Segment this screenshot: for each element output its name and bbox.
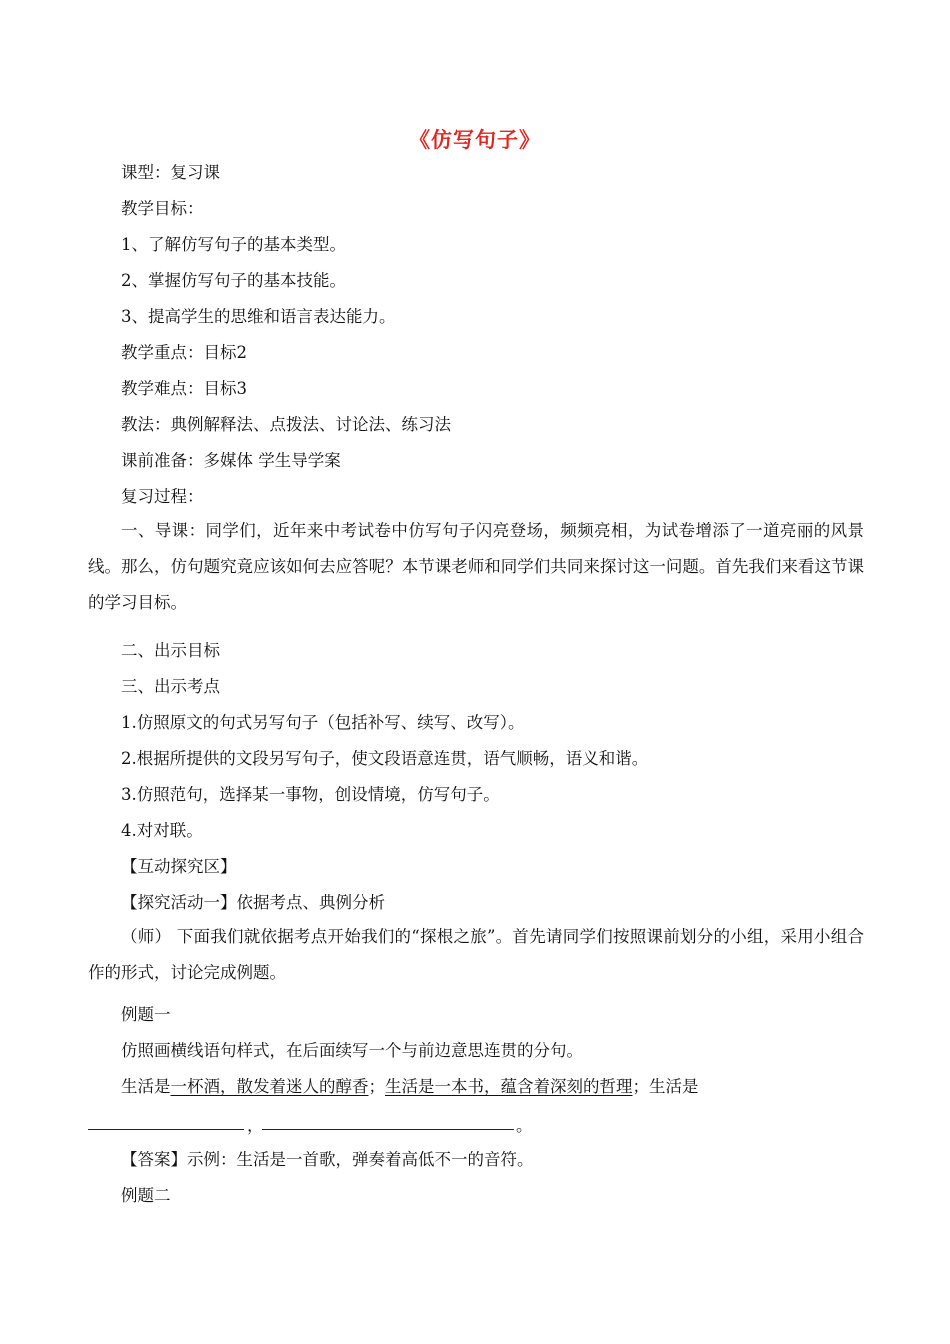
sentence-underlined-2: 生活是一本书，蕴含着深刻的哲理: [385, 1077, 633, 1096]
blank-comma: ，: [247, 1116, 264, 1135]
example-one-heading: 例题一: [121, 1005, 171, 1024]
answer-line: 【答案】示例：生活是一首歌，弹奏着高低不一的音符。: [121, 1150, 534, 1169]
objective-3: 3、提高学生的思维和语言表达能力。: [121, 307, 396, 326]
objective-1: 1、了解仿写句子的基本类型。: [121, 235, 346, 254]
exam-point-3: 3.仿照范句，选择某一事物，创设情境，仿写句子。: [121, 785, 500, 804]
key-point: 教学重点：目标2: [121, 343, 247, 362]
blank-period: 。: [516, 1116, 533, 1135]
sentence-middle: ；: [368, 1077, 385, 1096]
example-two-heading: 例题二: [121, 1186, 171, 1205]
exam-point-4: 4.对对联。: [121, 821, 203, 840]
intro-paragraph: 一、导课：同学们，近年来中考试卷中仿写句子闪亮登场，频频亮相，为试卷增添了一道亮丽的风景线。那么，仿句题究竟应该如何去应答呢？本节课老师和同学们共同来探讨这一问题。首先我们来看这节课的学习目标。: [88, 521, 864, 612]
answer-blank-2: [262, 1129, 514, 1130]
section-show-exam-points: 三、出示考点: [121, 677, 220, 696]
sentence-underlined-1: 一杯酒，散发着迷人的醇香: [170, 1077, 369, 1096]
objectives-heading: 教学目标：: [121, 199, 204, 218]
example-sentence: [121, 1077, 699, 1097]
lesson-type: 课型：复习课: [121, 163, 220, 182]
exam-point-2: 2.根据所提供的文段另写句子，使文段语意连贯，语气顺畅，语义和谐。: [121, 749, 649, 768]
sentence-prefix: 生活是: [121, 1077, 171, 1096]
preparation: 课前准备：多媒体 学生导学案: [121, 451, 341, 470]
section-show-objectives: 二、出示目标: [121, 641, 220, 660]
example-one-instruction: 仿照画横线语句样式，在后面续写一个与前边意思连贯的分句。: [121, 1041, 583, 1060]
sentence-suffix: ；生活是: [632, 1077, 699, 1096]
objective-2: 2、掌握仿写句子的基本技能。: [121, 271, 346, 290]
interactive-zone-heading: 【互动探究区】: [121, 857, 237, 876]
document-title: 《仿写句子》: [409, 128, 541, 152]
review-process-heading: 复习过程：: [121, 487, 204, 506]
teacher-paragraph: （师） 下面我们就依据考点开始我们的“探根之旅”。首先请同学们按照课前划分的小组，采用小组合作的形式，讨论完成例题。: [88, 927, 864, 982]
exam-point-1: 1.仿照原文的句式另写句子（包括补写、续写、改写）。: [121, 713, 525, 732]
teaching-methods: 教法：典例解释法、点拨法、讨论法、练习法: [121, 415, 451, 434]
activity-one-heading: 【探究活动一】依据考点、典例分析: [121, 893, 385, 912]
answer-blank-1: [88, 1129, 244, 1130]
difficulty: 教学难点：目标3: [121, 379, 247, 398]
